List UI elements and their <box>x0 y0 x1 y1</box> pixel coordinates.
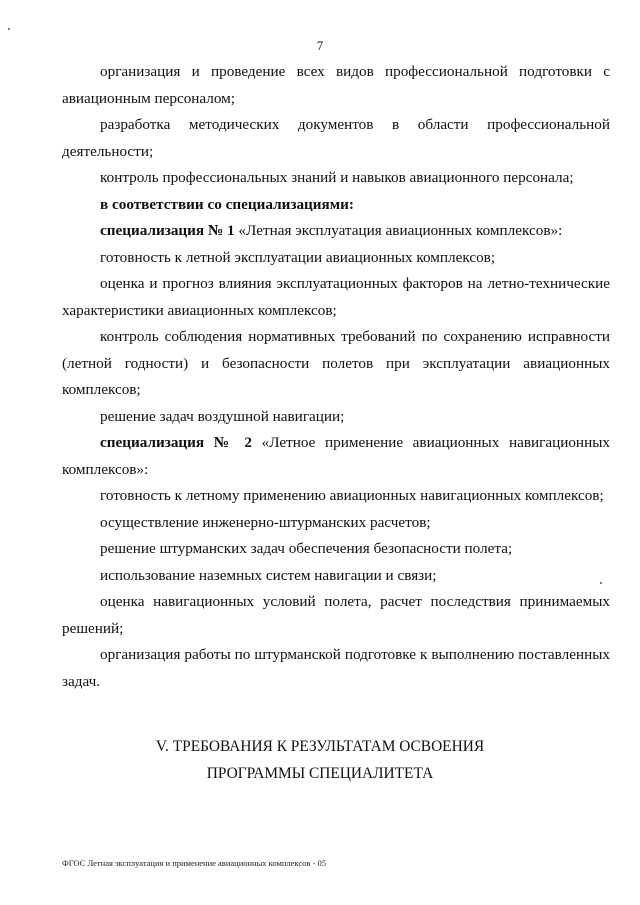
paragraph: готовность к летному применению авиационных навигационных комплексов; <box>100 487 604 504</box>
scan-artifact <box>600 582 602 584</box>
specialization-2-label: специализация № 2 <box>100 434 252 451</box>
paragraph: решение штурманских задач обеспечения безопасности полета; <box>100 540 513 557</box>
specialization-1-title <box>62 218 610 245</box>
paragraph: контроль профессиональных знаний и навыков авиационного персонала; <box>100 169 574 186</box>
scan-artifact <box>8 28 10 30</box>
section-heading-line-1: V. ТРЕБОВАНИЯ К РЕЗУЛЬТАТАМ ОСВОЕНИЯ <box>155 738 485 755</box>
page-number: 7 <box>316 38 324 53</box>
paragraph: использование наземных систем навигации и связи; <box>100 566 437 584</box>
body-text <box>62 59 610 695</box>
section-heading-line-2: ПРОГРАММЫ СПЕЦИАЛИТЕТА <box>206 765 434 782</box>
specialization-2-name: «Летное применение авиационных навигационных комплексов»: <box>62 434 610 478</box>
specializations-label: в соответствии со специализациями: <box>100 195 354 213</box>
page-footer: ФГОС Летная эксплуатация и применение авиационных комплексов - 05 <box>62 858 326 868</box>
paragraph: осуществление инженерно-штурманских расчетов; <box>100 513 431 531</box>
specialization-2-title <box>62 430 610 483</box>
paragraph: организация работы по штурманской подготовке к выполнению поставленных задач. <box>62 646 610 690</box>
specialization-1-label: специализация № 1 <box>100 222 235 239</box>
paragraph: готовность к летной эксплуатации авиационных комплексов; <box>100 248 496 266</box>
paragraph: оценка навигационных условий полета, расчет последствия принимаемых решений; <box>62 593 610 637</box>
paragraph: оценка и прогноз влияния эксплуатационных факторов на летно-технические характеристики авиационных комплексов; <box>62 275 610 319</box>
paragraph: решение задач воздушной навигации; <box>100 407 345 425</box>
paragraph: разработка методических документов в области профессиональной деятельности; <box>62 116 610 160</box>
section-heading <box>0 733 640 787</box>
paragraph: организация и проведение всех видов профессиональной подготовки с авиационным персоналом; <box>62 63 610 107</box>
paragraph: контроль соблюдения нормативных требований по сохранению исправности (летной годности) и безопасности полетов при эксплуатации авиационных комплексов; <box>62 328 610 398</box>
specialization-1-name: «Летная эксплуатация авиационных комплексов»: <box>234 222 563 239</box>
specializations-heading <box>62 192 610 219</box>
